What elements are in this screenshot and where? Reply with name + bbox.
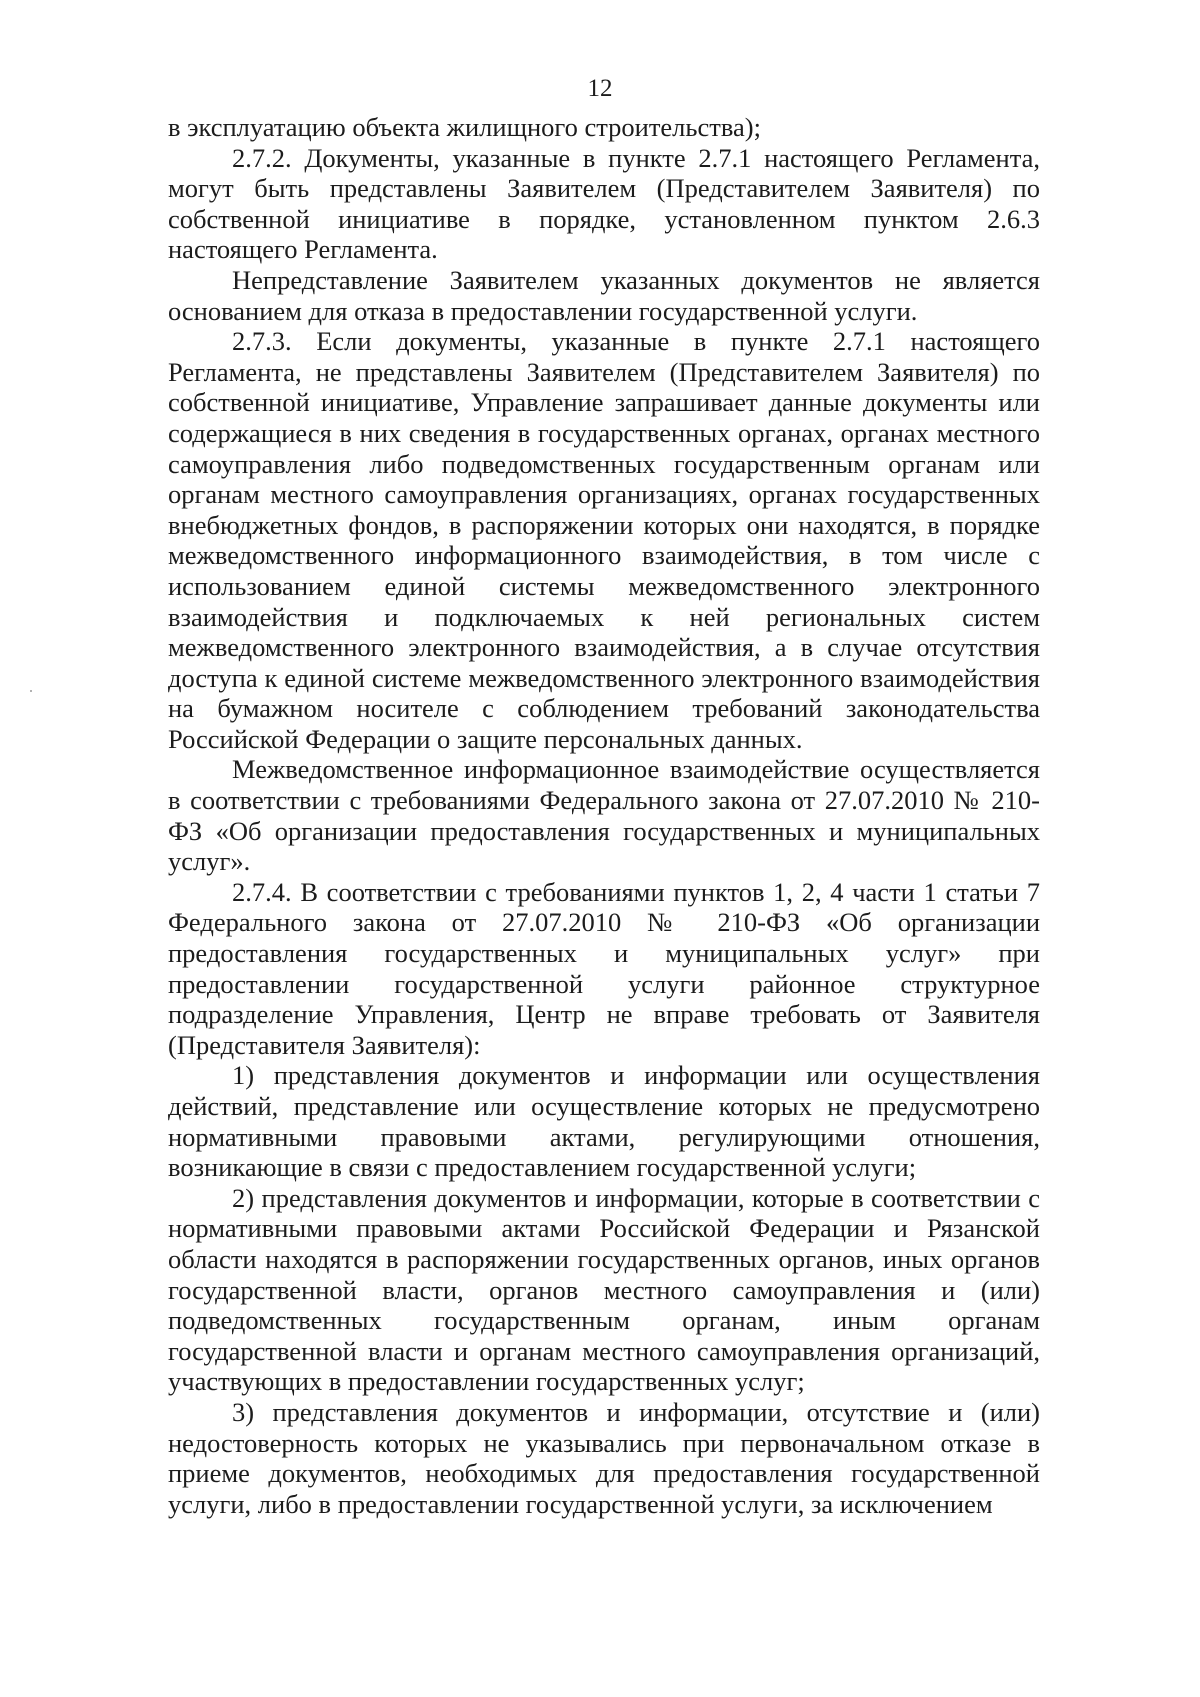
list-item-3: 3) представления документов и информации, отсутствие и (или) недостоверность которых не указывались при первоначальном отказе в приеме документов, необходимых для предоставления государственной услуги, либо в предоставлении государственной услуги, за исключением xyxy=(168,1396,1040,1519)
page-number: 12 xyxy=(587,75,613,102)
document-body xyxy=(168,112,1040,1519)
paragraph-non-submission: Непредставление Заявителем указанных документов не является основанием для отказа в предоставлении государственной услуги. xyxy=(168,264,1040,326)
paragraph-interagency: Межведомственное информационное взаимодействие осуществляется в соответствии с требованиями Федерального закона от 27.07.2010 № 210-ФЗ «Об организации предоставления государственных и муниципальных услуг». xyxy=(168,754,1040,877)
paragraph-2-7-2: 2.7.2. Документы, указанные в пункте 2.7.1 настоящего Регламента, могут быть представлены Заявителем (Представителем Заявителя) по собственной инициативе в порядке, установленном пунктом 2.6.3 настоящего Регламента. xyxy=(168,142,1040,265)
paragraph-continuation: в эксплуатацию объекта жилищного строительства); xyxy=(168,112,761,142)
paragraph-2-7-3: 2.7.3. Если документы, указанные в пункте 2.7.1 настоящего Регламента, не представлены Заявителем (Представителем Заявителя) по собственной инициативе, Управление запрашивает данные документы или содержащиеся в них сведения в государственных органах, органах местного самоуправления либо подведомственных государственным органам или органам местного самоуправления организациях, органах государственных внебюджетных фондов, в распоряжении которых они находятся, в порядке межведомственного информационного взаимодействия, в том числе с использованием единой системы межведомственного электронного взаимодействия и подключаемых к ней региональных систем межведомственного электронного взаимодействия, а в случае отсутствия доступа к единой системе межведомственного электронного взаимодействия на бумажном носителе с соблюдением требований законодательства Российской Федерации о защите персональных данных. xyxy=(168,326,1040,754)
list-item-2: 2) представления документов и информации, которые в соответствии с нормативными правовыми актами Российской Федерации и Рязанской области находятся в распоряжении государственных органов, иных органов государственной власти, органов местного самоуправления и (или) подведомственных государственным органам, иным органам государственной власти и органам местного самоуправления организаций, участвующих в предоставлении государственных услуг; xyxy=(168,1182,1040,1397)
scan-speck xyxy=(30,690,32,692)
list-item-1: 1) представления документов и информации или осуществления действий, представление или осуществление которых не предусмотрено нормативными правовыми актами, регулирующими отношения, возникающие в связи с предоставлением государственной услуги; xyxy=(168,1060,1040,1183)
paragraph-2-7-4: 2.7.4. В соответствии с требованиями пунктов 1, 2, 4 части 1 статьи 7 Федерального закона от 27.07.2010 № 210-ФЗ «Об организации предоставления государственных и муниципальных услуг» при предоставлении государственной услуги районное структурное подразделение Управления, Центр не вправе требовать от Заявителя (Представителя Заявителя): xyxy=(168,876,1040,1060)
